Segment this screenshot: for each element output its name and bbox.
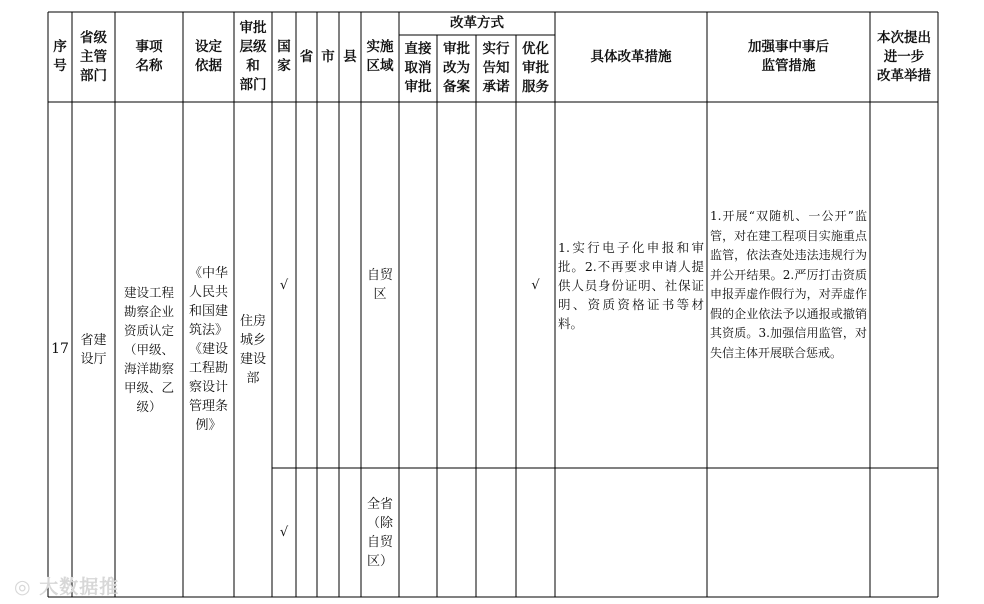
header-filing: 审批 改为 备案: [443, 41, 470, 95]
header-dept: 省级 主管 部门: [80, 29, 107, 84]
header-basis: 设定 依据: [195, 39, 222, 74]
watermark: [14, 572, 119, 599]
header-city: 市: [321, 48, 335, 65]
header-item: 事项 名称: [135, 39, 163, 74]
subrow1-national-check: √: [279, 277, 289, 293]
header-reform: 改革方式: [450, 15, 504, 31]
row-seq: 17: [51, 341, 69, 357]
header-further: 本次提出 进一步 改革举措: [877, 29, 931, 84]
header-optimize: 优化 审批 服务: [522, 41, 549, 95]
watermark-logo-icon: ◎: [14, 576, 32, 598]
header-cancel: 直接 取消 审批: [404, 41, 432, 95]
header-seq: 序 号: [53, 39, 67, 74]
subrow1-supervision: 1.开展“双随机、一公开”监管，对在建工程项目实施重点监管，依法查处违法违规行为并公开结果。2.严厉打击资质申报弄虚作假行为，对弄虚作假的企业依法予以通报或撤销其资质。3.加强信用监管，对失信主体开展联合惩戒。: [710, 209, 867, 360]
header-province: 省: [299, 48, 314, 65]
header-measures: 具体改革措施: [590, 48, 672, 65]
subrow1-optimize-check: √: [531, 277, 540, 293]
header-area: 实施 区域: [366, 39, 394, 74]
watermark-text: 大数据推: [39, 576, 120, 598]
row-item: 建设工程 勘察企业 资质认定 （甲级、 海洋勘察 甲级、乙 级）: [123, 285, 174, 414]
header-level: 审批 层级 和 部门: [239, 20, 267, 93]
row-basis: 《中华 人民共 和国建 筑法》 《建设 工程勘 察设计 管理条 例》: [188, 266, 228, 433]
row-dept: 省建 设厅: [80, 332, 107, 367]
header-notify: 实行 告知 承诺: [482, 41, 510, 95]
header-county: 县: [343, 48, 357, 65]
header-supervision: 加强事中事后 监管措施: [748, 39, 829, 74]
subrow1-measures: 1.实行电子化申报和审批。2.不再要求申请人提供人员身份证明、社保证明、资质资格证书等材料。: [558, 239, 704, 331]
subrow2-national-check: √: [279, 525, 289, 540]
header-national: 国 家: [277, 39, 291, 74]
subrow2-area: 全省 （除 自贸 区）: [366, 496, 393, 569]
row-level: 住房 城乡 建设 部: [239, 313, 266, 386]
subrow1-area: 自贸 区: [366, 268, 393, 302]
